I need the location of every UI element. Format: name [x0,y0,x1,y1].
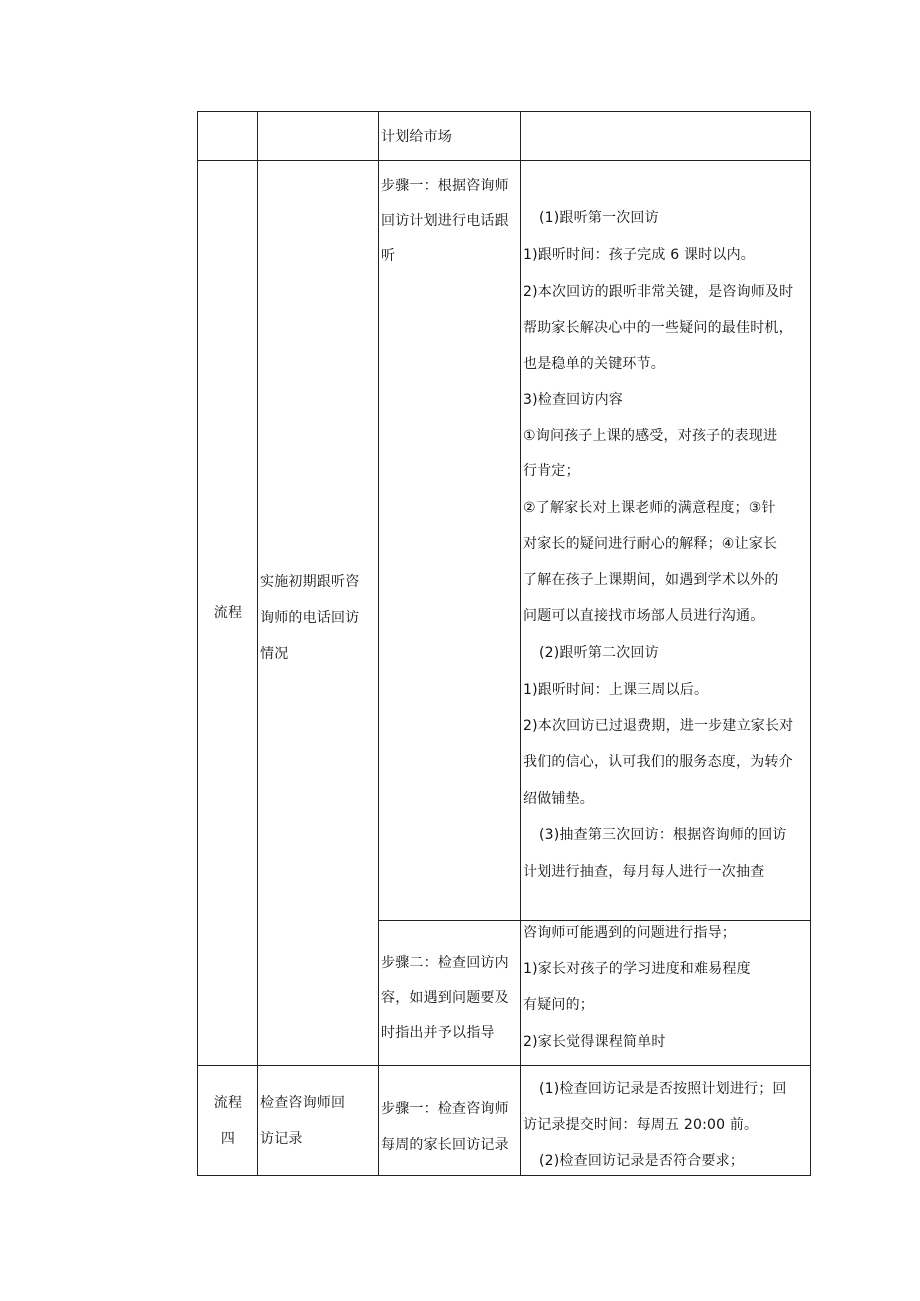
step1-title-line-2: 回访计划进行电话跟 [381,213,509,229]
step1-content-line-15: 2)本次回访已过退费期，进一步建立家长对 [523,718,794,734]
step1-content-line-18: (3)抽查第三次回访：根据咨询师的回访 [539,827,787,843]
row-divider-flow4 [197,1065,811,1066]
step1-content-line-2: 1)跟听时间：孩子完成 6 课时以内。 [523,247,755,263]
step2-content-line-4: 2)家长觉得课程简单时 [523,1034,666,1050]
step1-content-line-9: ②了解家长对上课老师的满意程度；③针 [523,500,776,516]
step2-title-line-2: 容，如遇到问题要及 [381,990,509,1006]
flow-topic-line-3: 情况 [260,646,289,662]
step1-content-line-16: 我们的信心，认可我们的服务态度，为转介 [523,754,793,770]
step1-content-line-19: 计划进行抽查，每月每人进行一次抽查 [523,864,765,880]
step1-content-line-13: (2)跟听第二次回访 [539,645,659,661]
step1-content-line-8: 行肯定； [523,463,580,479]
flow4-step1-title-line-1: 步骤一：检查咨询师 [381,1101,509,1117]
flow-topic-line-2: 询师的电话回访 [260,610,360,626]
step1-content-line-12: 问题可以直接找市场部人员进行沟通。 [523,608,765,624]
step1-content-line-4: 帮助家长解决心中的一些疑问的最佳时机， [523,320,793,336]
flow-topic-line-1: 实施初期跟听咨 [260,574,360,590]
step1-title-line-1: 步骤一：根据咨询师 [381,178,509,194]
step2-content-line-3: 有疑问的； [523,997,594,1013]
flow4-label-line-2: 四 [220,1131,236,1147]
step1-content-line-7: ①询问孩子上课的感受，对孩子的表现进 [523,428,778,444]
step1-content-line-10: 对家长的疑问进行耐心的解释；④让家长 [523,536,778,552]
column-divider-3 [520,111,521,1176]
step1-content-line-5: 也是稳单的关键环节。 [523,356,665,372]
step2-content-line-1: 咨询师可能遇到的问题进行指导； [523,925,736,941]
step1-title-line-3: 听 [381,248,396,264]
flow4-topic-line-2: 访记录 [260,1131,303,1147]
step1-content-line-11: 了解在孩子上课期间，如遇到学术以外的 [523,572,779,588]
row-divider-top [197,160,811,161]
step1-content-line-1: (1)跟听第一次回访 [539,210,659,226]
step1-content-line-17: 绍做铺垫。 [523,791,594,807]
step2-content-line-2: 1)家长对孩子的学习进度和难易程度 [523,961,751,977]
flow-label: 流程 [213,605,243,621]
flow4-label-line-1: 流程 [213,1095,243,1111]
column-divider-2 [378,111,379,1176]
flow4-step1-content-line-2: 访记录提交时间：每周五 20:00 前。 [523,1117,759,1133]
step1-content-line-6: 3)检查回访内容 [523,392,623,408]
flow4-step1-title-line-2: 每周的家长回访记录 [381,1137,509,1153]
flow4-step1-content-line-3: (2)检查回访记录是否符合要求； [539,1153,745,1169]
flow4-step1-content-line-1: (1)检查回访记录是否按照计划进行；回 [539,1081,787,1097]
step1-content-line-3: 2)本次回访的跟听非常关键，是咨询师及时 [523,284,794,300]
step2-title-line-3: 时指出并予以指导 [381,1025,495,1041]
flow4-topic-line-1: 检查咨询师回 [260,1095,346,1111]
process-table [197,111,811,1176]
column-divider-1 [257,111,258,1176]
step1-content-line-14: 1)跟听时间：上课三周以后。 [523,682,709,698]
row-divider-step2 [378,920,811,921]
top-row-cell-text: 计划给市场 [381,129,452,145]
step2-title-line-1: 步骤二：检查回访内 [381,955,509,971]
